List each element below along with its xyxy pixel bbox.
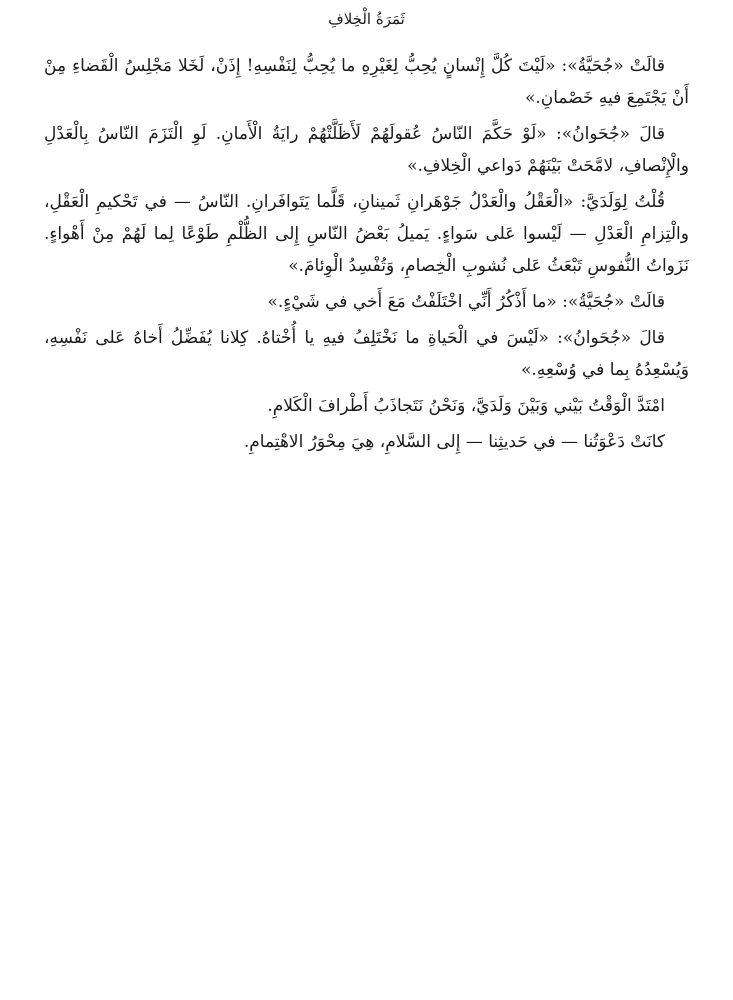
page-title: ثَمَرَةُ الْخِلافِ bbox=[328, 10, 405, 28]
paragraph-5: قالَ «جُحَوانُ»: «لَيْسَ في الْحَياةِ ما نَخْتَلِفُ فيهِ يا أُخْتاهُ. كِلانا يُفَضِّلُ أَخاهُ عَلى نَفْسِهِ، وَيُسْعِدُهُ بِما في وُسْعِهِ.» bbox=[44, 328, 689, 380]
paragraph-3: قُلْتُ لِوَلَدَيَّ: «الْعَقْلُ والْعَدْلُ جَوْهَرانِ ثَمينانِ، قَلَّما يَتَوافَرانِ. النّاسُ — في تَحْكيمِ الْعَقْلِ، والْتِزامِ الْعَدْلِ — لَيْسوا عَلى سَواءٍ. يَميلُ بَعْضُ النّاسِ إِلى الظُّلْمِ طَوْعًا لِما لَهُمْ مِنْ أَهْواءٍ. نَزَواتُ النُّفوسِ تَبْعَثُ عَلى نُشوبِ الْخِصامِ، وَتُفْسِدُ الْوِئامَ.» bbox=[44, 192, 689, 276]
paragraph-1: قالَتْ «جُحَيَّةُ»: «لَيْتَ كُلَّ إِنْسانٍ يُحِبُّ لِغَيْرِهِ ما يُحِبُّ لِنَفْسِهِ! إِذَنْ، لَخَلا مَجْلِسُ الْقَضاءِ مِنْ أَنْ يَجْتَمِعَ فيهِ خَصْمانِ.» bbox=[44, 56, 689, 108]
paragraph-2: قالَ «جُحَوانُ»: «لَوْ حَكَّمَ النّاسُ عُقولَهُمْ لَأَظَلَّتْهُمْ رايَةُ الْأَمانِ. لَوِ الْتَزَمَ النّاسُ بِالْعَدْلِ والْإِنْصافِ، لامَّحَتْ بَيْنَهُمْ دَواعي الْخِلافِ.» bbox=[44, 124, 689, 176]
paragraph-7: كانَتْ دَعْوَتُنا — في حَديثِنا — إِلى السَّلامِ، هِيَ مِحْوَرُ الاهْتِمامِ. bbox=[243, 432, 665, 452]
paragraph-6: امْتَدَّ الْوَقْتُ بَيْني وَبَيْنَ وَلَدَيَّ، وَنَحْنُ نَتَجاذَبُ أَطْرافَ الْكَلامِ. bbox=[267, 396, 665, 416]
paragraph-4: قالَتْ «جُحَيَّةُ»: «ما أَذْكُرُ أَنِّي اخْتَلَفْتُ مَعَ أَخي في شَيْءٍ.» bbox=[267, 292, 665, 312]
